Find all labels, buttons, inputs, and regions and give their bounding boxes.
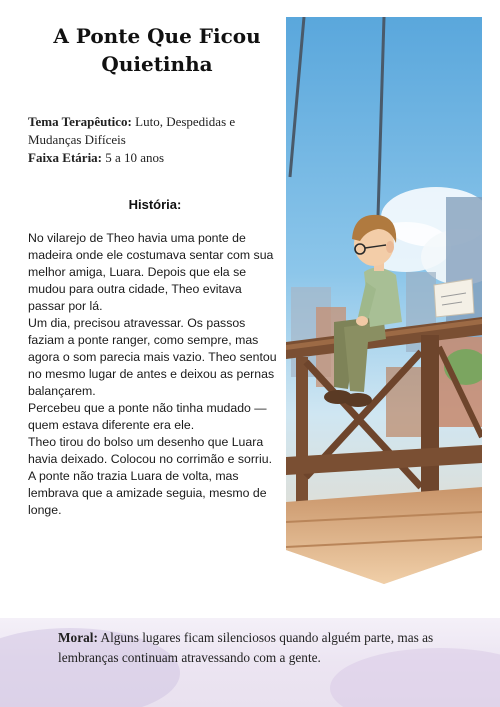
story-paragraph: Theo tirou do bolso um desenho que Luara havia deixado. Colocou no corrimão e sorriu. A ponte não trazia Luara de volta, mas lembrava que a amizade seguia, mesmo de longe.	[28, 435, 273, 517]
theme-row	[28, 113, 278, 149]
illustration-banner	[286, 17, 482, 584]
story-text	[28, 230, 282, 519]
story-paragraph: No vilarejo de Theo havia uma ponte de madeira onde ele costumava sentar com sua melhor amiga, Luara. Depois que ela se mudou para outra cidade, Theo evitava passar por lá.	[28, 231, 274, 313]
age-row	[28, 149, 278, 167]
page-title: A Ponte Que Ficou Quietinha	[53, 24, 261, 76]
boy-on-bridge-illustration	[286, 17, 482, 584]
theme-value: Luto, Despedidas e Mudanças Difíceis	[28, 114, 236, 147]
story-heading: História:	[128, 197, 182, 212]
story-paragraph: Um dia, precisou atravessar. Os passos faziam a ponte ranger, como sempre, mas agora o som parecia mais vazio. Theo sentou no mesmo lugar de antes e deixou as pernas balançarem.	[28, 316, 277, 398]
moral-text	[58, 628, 458, 668]
age-label: Faixa Etária:	[28, 150, 103, 165]
moral-label: Moral:	[58, 630, 98, 645]
age-value: 5 a 10 anos	[105, 150, 165, 165]
moral-value: Alguns lugares ficam silenciosos quando alguém parte, mas as lembranças continuam atravessando com a gente.	[58, 630, 434, 665]
story-metadata	[28, 113, 278, 167]
theme-label: Tema Terapêutico:	[28, 114, 132, 129]
story-paragraph: Percebeu que a ponte não tinha mudado — quem estava diferente era ele.	[28, 401, 267, 432]
